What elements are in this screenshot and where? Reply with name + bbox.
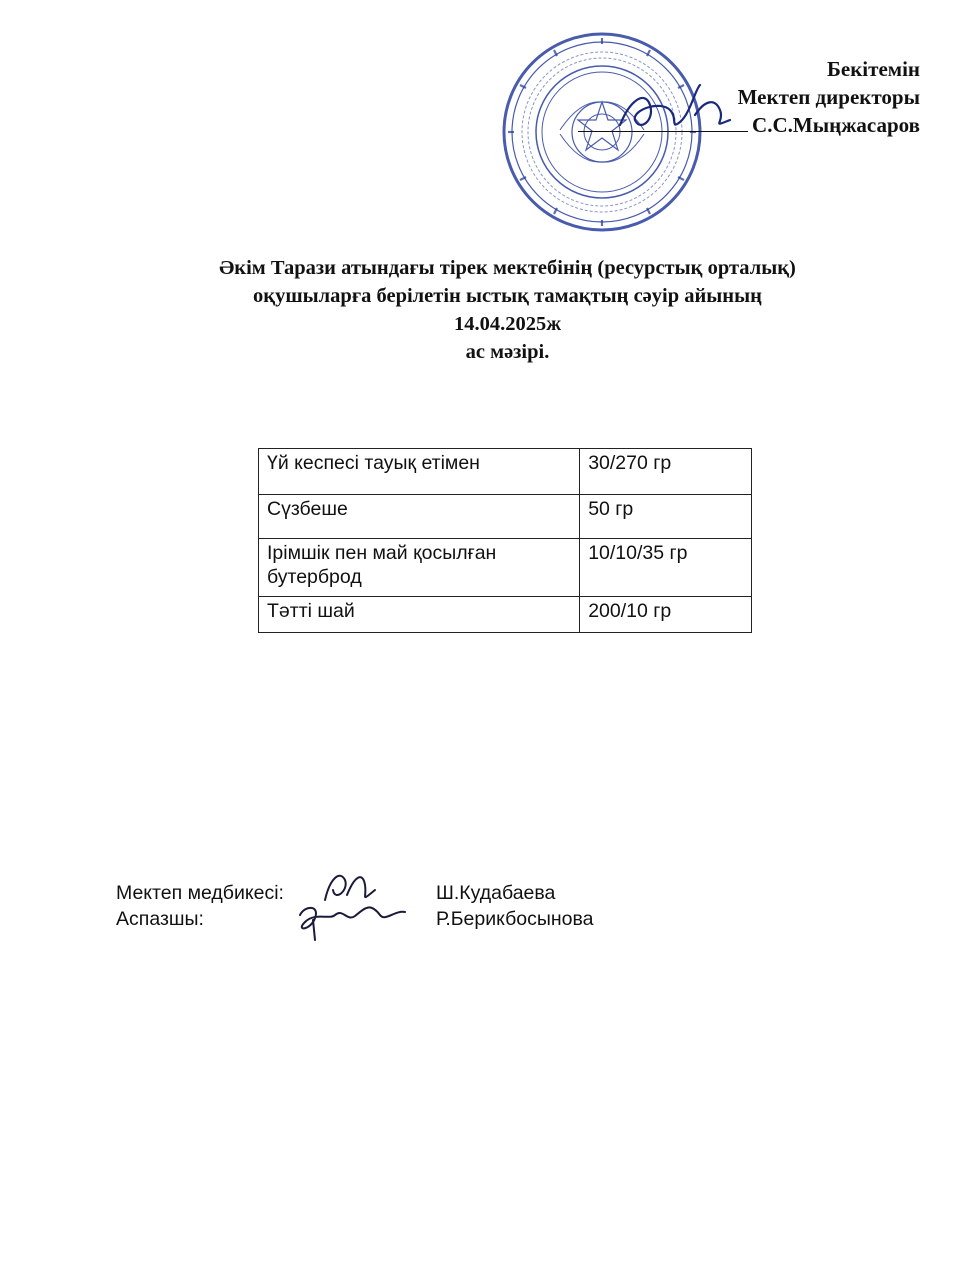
dish-name: Үй кеспесі тауық етімен	[259, 449, 580, 495]
signature-line	[578, 117, 748, 132]
heading-line-school: Әкім Тарази атындағы тірек мектебінің (ресурстық орталық)	[219, 257, 796, 279]
heading-line-title: ас мәзірі.	[465, 341, 550, 363]
footer-signatures	[116, 880, 676, 932]
cook-role: Аспазшы:	[116, 908, 204, 930]
nurse-row	[116, 880, 676, 906]
document-heading	[0, 254, 960, 366]
dish-quantity: 10/10/35 гр	[580, 539, 752, 597]
dish-quantity: 50 гр	[580, 495, 752, 539]
nurse-role: Мектеп медбикесі:	[116, 882, 284, 904]
dish-name: Тәтті шай	[259, 597, 580, 633]
table-row	[259, 539, 752, 597]
table-row	[259, 495, 752, 539]
nurse-name: Ш.Кудабаева	[436, 882, 556, 904]
approval-block	[578, 55, 920, 139]
dish-quantity: 30/270 гр	[580, 449, 752, 495]
table-row	[259, 597, 752, 633]
cook-row	[116, 906, 676, 932]
approval-position: Мектеп директоры	[737, 85, 920, 109]
dish-name: Ірімшік пен май қосылған бутерброд	[259, 539, 580, 597]
dish-quantity: 200/10 гр	[580, 597, 752, 633]
dish-name: Сүзбеше	[259, 495, 580, 539]
approval-director-line	[578, 111, 920, 139]
heading-line-date: 14.04.2025ж	[453, 313, 562, 335]
heading-line-subject: оқушыларға берілетін ыстық тамақтың сәуір айының	[253, 285, 762, 307]
approval-title: Бекітемін	[826, 57, 920, 81]
director-name: С.С.Мыңжасаров	[752, 113, 920, 137]
table-row	[259, 449, 752, 495]
cook-name: Р.Берикбосынова	[436, 908, 594, 930]
menu-table	[258, 448, 752, 633]
